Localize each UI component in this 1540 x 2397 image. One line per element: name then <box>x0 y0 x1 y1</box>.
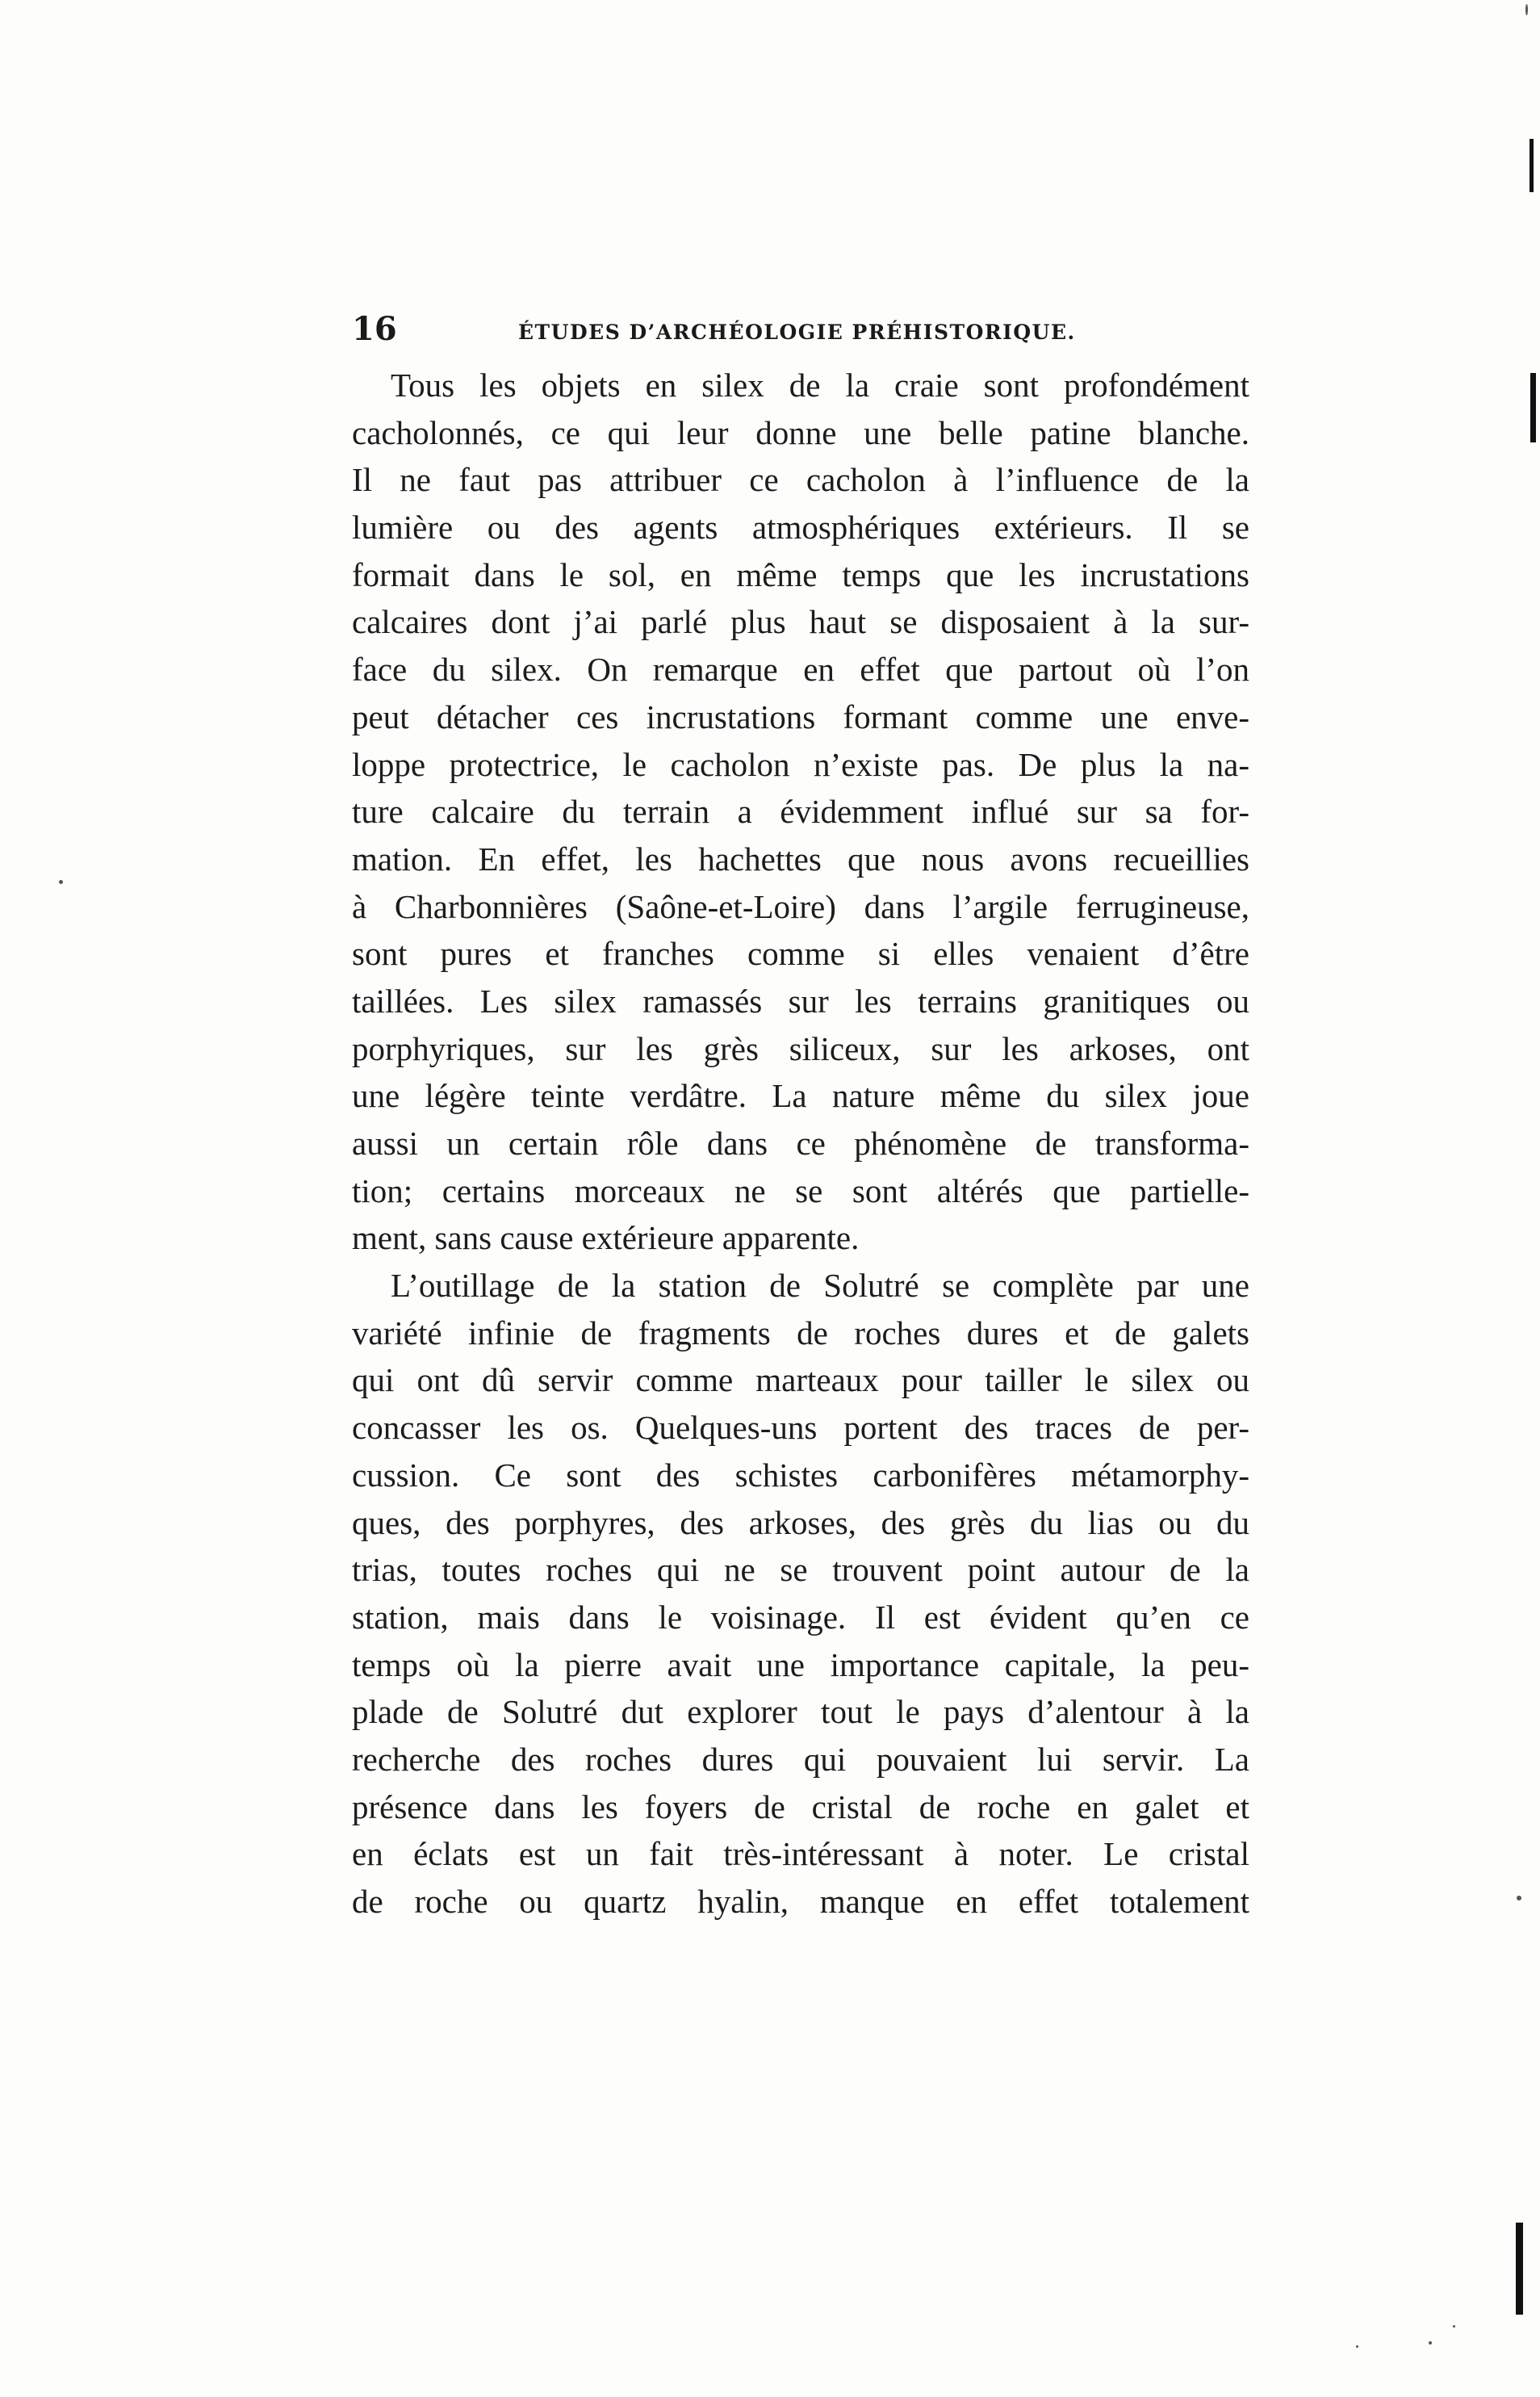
text-line: concasser les os. Quelques-uns portent des traces de per- <box>352 1409 1249 1447</box>
text-line: formait dans le sol, en même temps que les incrustations <box>352 555 1249 593</box>
text-line: variété infinie de fragments de roches dures et de galets <box>352 1314 1249 1351</box>
text-line: sont pures et franches comme si elles venaient d’être <box>352 935 1249 973</box>
text-line: cacholonnés, ce qui leur donne une belle patine blanche. <box>352 413 1249 451</box>
text-line: ment, sans cause extérieure apparente. <box>352 1219 860 1257</box>
text-line: tion; certains morceaux ne se sont altérés que partielle- <box>352 1171 1249 1209</box>
scan-speck <box>1517 1896 1521 1900</box>
text-line: peut détacher ces incrustations formant comme une enve- <box>352 698 1249 735</box>
text-line: une légère teinte verdâtre. La nature même du silex joue <box>352 1077 1249 1115</box>
text-line: cussion. Ce sont des schistes carbonifères métamorphy- <box>352 1456 1249 1494</box>
scan-speck <box>1429 2341 1432 2345</box>
scan-speck <box>1356 2345 1358 2348</box>
text-line: qui ont dû servir comme marteaux pour tailler le silex ou <box>352 1361 1249 1399</box>
page-number: 16 <box>352 310 397 348</box>
text-line: plade de Solutré dut explorer tout le pays d’alentour à la <box>352 1693 1249 1731</box>
text-line: Tous les objets en silex de la craie sont profondément <box>391 367 1249 404</box>
text-line: aussi un certain rôle dans ce phénomène de transforma- <box>352 1125 1249 1162</box>
text-line: présence dans les foyers de cristal de roche en galet et <box>352 1787 1249 1825</box>
running-title: ÉTUDES D’ARCHÉOLOGIE PRÉHISTORIQUE. <box>518 321 1076 344</box>
text-line: trias, toutes roches qui ne se trouvent point autour de la <box>352 1551 1249 1589</box>
text-line: temps où la pierre avait une importance capitale, la peu- <box>352 1645 1249 1683</box>
text-line: lumière ou des agents atmosphériques extérieurs. Il se <box>352 509 1249 547</box>
text-line: calcaires dont j’ai parlé plus haut se disposaient à la sur- <box>352 603 1249 641</box>
text-line: station, mais dans le voisinage. Il est évident qu’en ce <box>352 1598 1249 1636</box>
text-line: mation. En effet, les hachettes que nous avons recueillies <box>352 840 1249 878</box>
paragraph-1 <box>352 362 1249 1262</box>
scan-speck <box>59 880 63 884</box>
scan-edge-mark <box>1530 373 1536 442</box>
paragraph-2 <box>352 1262 1249 1926</box>
text-line: porphyriques, sur les grès siliceux, sur les arkoses, ont <box>352 1029 1249 1067</box>
running-header <box>352 305 1249 354</box>
text-line: ture calcaire du terrain a évidemment influé sur sa for- <box>352 793 1249 831</box>
text-line: en éclats est un fait très-intéressant à noter. Le cristal <box>352 1835 1249 1873</box>
scan-speck <box>1525 4 1528 15</box>
text-line: recherche des roches dures qui pouvaient lui servir. La <box>352 1740 1249 1778</box>
body-text <box>352 362 1249 1926</box>
text-line: Il ne faut pas attribuer ce cacholon à l’influence de la <box>352 461 1249 499</box>
text-line: de roche ou quartz hyalin, manque en effet totalement <box>352 1883 1249 1920</box>
text-line: à Charbonnières (Saône-et-Loire) dans l’argile ferrugineuse, <box>352 887 1249 925</box>
text-line: ques, des porphyres, des arkoses, des grès du lias ou du <box>352 1503 1249 1541</box>
text-line: L’outillage de la station de Solutré se complète par une <box>391 1267 1249 1305</box>
text-line: taillées. Les silex ramassés sur les terrains granitiques ou <box>352 982 1249 1020</box>
scan-speck <box>1453 2325 1455 2328</box>
scan-edge-mark <box>1530 139 1534 192</box>
text-line: face du silex. On remarque en effet que partout où l’on <box>352 651 1249 689</box>
scan-edge-mark <box>1516 2223 1523 2315</box>
text-line: loppe protectrice, le cacholon n’existe pas. De plus la na- <box>352 745 1249 783</box>
